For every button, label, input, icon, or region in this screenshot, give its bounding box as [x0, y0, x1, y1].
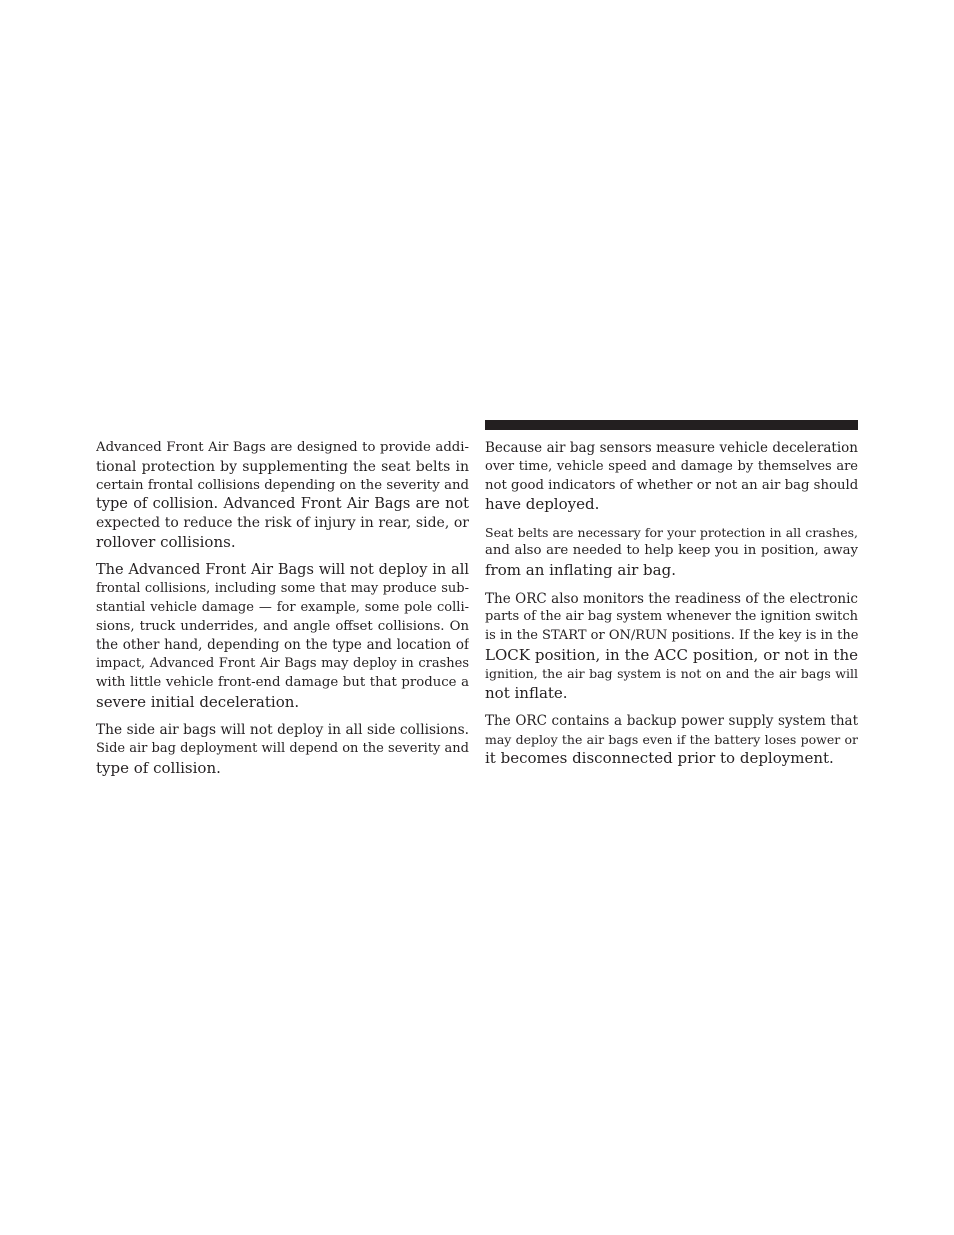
paragraph-seat-belts [485, 524, 858, 580]
text-line: Because air bag sensors measure vehicle deceleration [485, 440, 858, 456]
text-line: sions, truck underrides, and angle offset collisions. On [96, 618, 469, 634]
text-line: have deployed. [485, 495, 600, 514]
text-line: certain frontal collisions depending on the severity and [96, 477, 469, 493]
left-column [96, 439, 469, 787]
text-line: impact, Advanced Front Air Bags may deploy in crashes [96, 656, 469, 672]
text-line: Side air bag deployment will depend on the severity and [96, 740, 469, 756]
text-line: rollover collisions. [96, 532, 236, 551]
text-line: over time, vehicle speed and damage by themselves are [485, 458, 858, 474]
text-line: parts of the air bag system whenever the ignition switch [485, 609, 858, 625]
paragraph-front-air-bag-deployment [96, 561, 469, 711]
text-line: ignition, the air bag system is not on and the air bags will [485, 665, 858, 681]
text-line: not inflate. [485, 683, 568, 702]
text-line: it becomes disconnected prior to deployment. [485, 749, 834, 768]
text-line: with little vehicle front-end damage but that produce a [96, 675, 469, 691]
text-line: severe initial deceleration. [96, 692, 300, 711]
text-line: type of collision. [96, 758, 221, 777]
paragraph-orc-backup-power [485, 712, 858, 768]
paragraph-orc-readiness [485, 590, 858, 703]
text-line: type of collision. Advanced Front Air Bags are not [96, 496, 469, 513]
text-line: from an inflating air bag. [485, 561, 676, 580]
text-line: stantial vehicle damage — for example, some pole colli- [96, 599, 469, 615]
right-column [485, 439, 858, 778]
text-line: The ORC also monitors the readiness of the electronic [485, 590, 858, 607]
text-line: Seat belts are necessary for your protection in all crashes, [485, 524, 858, 540]
paragraph-side-air-bag-deployment [96, 721, 469, 777]
text-line: may deploy the air bags even if the battery loses power or [485, 731, 858, 747]
text-line: expected to reduce the risk of injury in rear, side, or [96, 515, 469, 532]
text-line: frontal collisions, including some that may produce sub- [96, 581, 469, 597]
section-header-rule [485, 420, 858, 430]
text-line: LOCK position, in the ACC position, or not in the [485, 645, 858, 664]
paragraph-front-air-bag-purpose [96, 439, 469, 552]
text-line: is in the START or ON/RUN positions. If the key is in the [485, 628, 858, 644]
text-line: the other hand, depending on the type and location of [96, 637, 469, 654]
text-line: and also are needed to help keep you in position, away [485, 543, 858, 559]
text-line: Advanced Front Air Bags are designed to provide addi- [96, 440, 469, 455]
text-line: The Advanced Front Air Bags will not deploy in all [96, 562, 469, 579]
text-line: The ORC contains a backup power supply system that [485, 712, 858, 729]
text-line: tional protection by supplementing the seat belts in [96, 458, 469, 475]
paragraph-sensors [485, 439, 858, 514]
text-line: The side air bags will not deploy in all side collisions. [96, 722, 469, 739]
text-line: not good indicators of whether or not an air bag should [485, 477, 858, 493]
